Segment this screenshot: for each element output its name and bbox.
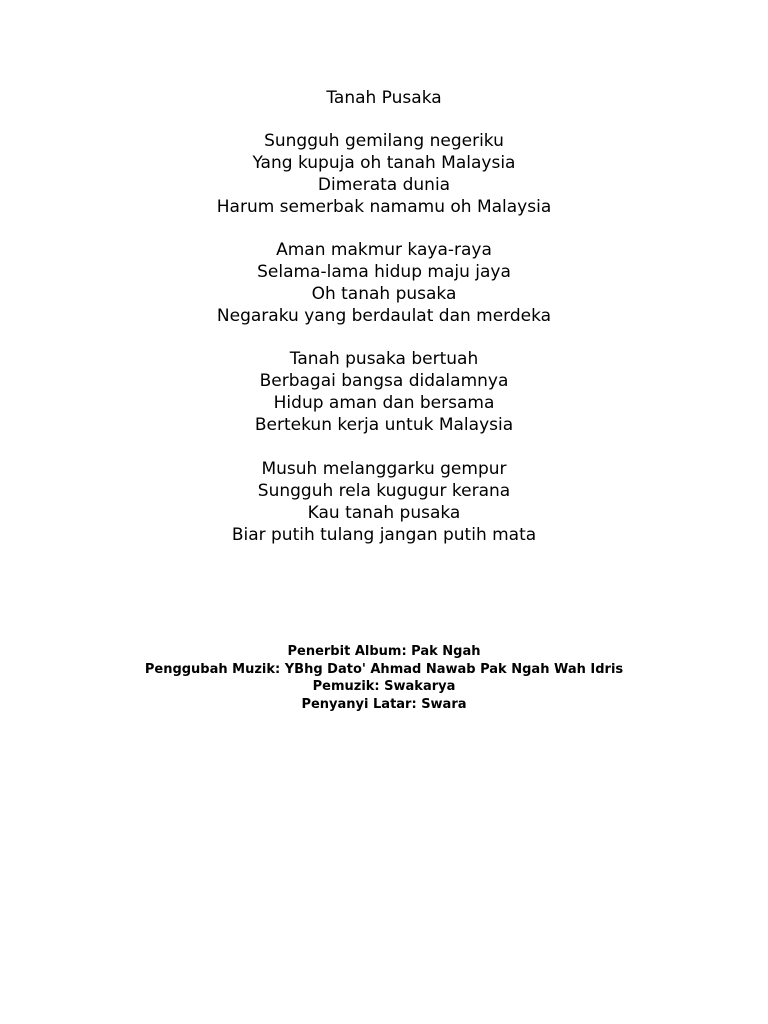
lyric-line: Biar putih tulang jangan putih mata xyxy=(231,525,537,545)
lyric-line: Yang kupuja oh tanah Malaysia xyxy=(252,153,516,173)
stanza-3 xyxy=(0,348,768,436)
lyric-line: Selama-lama hidup maju jaya xyxy=(257,262,511,282)
lyric-line: Hidup aman dan bersama xyxy=(273,393,495,413)
lyric-line: Sungguh rela kugugur kerana xyxy=(257,481,511,501)
lyric-line: Negaraku yang berdaulat dan merdeka xyxy=(216,306,552,326)
lyric-line: Tanah pusaka bertuah xyxy=(289,349,479,369)
credit-composer: Penggubah Muzik: YBhg Dato' Ahmad Nawab Pak Ngah Wah Idris xyxy=(144,661,624,677)
credit-musician: Pemuzik: Swakarya xyxy=(312,679,456,694)
album-credits xyxy=(0,643,768,713)
stanza-1 xyxy=(0,130,768,218)
stanza-2 xyxy=(0,239,768,327)
lyric-line: Sungguh gemilang negeriku xyxy=(264,131,504,151)
lyric-line: Dimerata dunia xyxy=(317,175,451,195)
credit-backing-vocals: Penyanyi Latar: Swara xyxy=(301,696,467,712)
lyric-line: Berbagai bangsa didalamnya xyxy=(259,371,509,391)
lyric-line: Musuh melanggarku gempur xyxy=(261,459,507,479)
lyric-line: Bertekun kerja untuk Malaysia xyxy=(254,415,514,435)
lyric-line: Oh tanah pusaka xyxy=(311,284,457,304)
credit-publisher: Penerbit Album: Pak Ngah xyxy=(287,644,481,659)
lyric-line: Harum semerbak namamu oh Malaysia xyxy=(216,197,552,217)
stanza-4 xyxy=(0,458,768,546)
lyric-line: Aman makmur kaya-raya xyxy=(276,240,492,260)
song-title: Tanah Pusaka xyxy=(326,88,442,108)
lyric-line: Kau tanah pusaka xyxy=(307,503,461,523)
